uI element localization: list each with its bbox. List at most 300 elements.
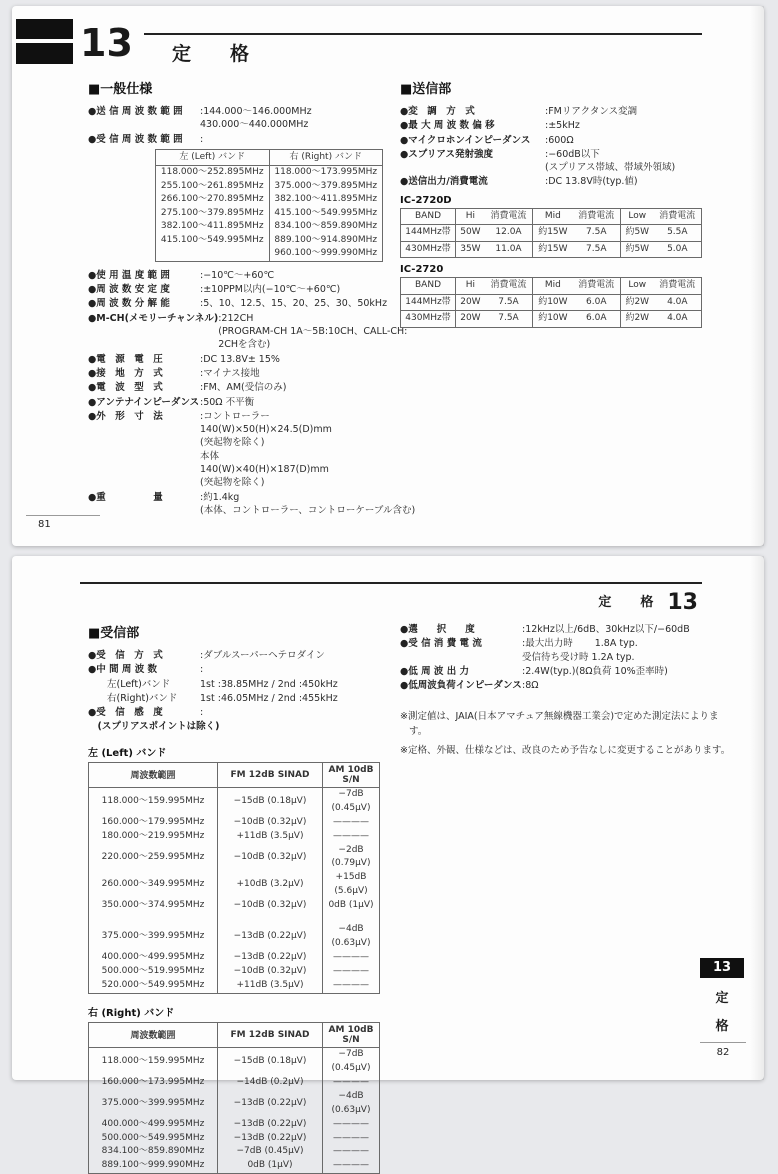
manual-page-81 [12,6,764,546]
table-cell: −13dB (0.22μV) [218,951,323,965]
spec-label: ●M-CH(メモリーチャンネル) [88,312,219,324]
spec-value-line: 430.000〜440.000MHz [200,119,309,131]
column-header: 消費電流 [654,208,702,225]
table-row [89,1159,380,1173]
table-cell: 220.000〜259.995MHz [101,851,205,862]
table-cell: 400.000〜499.995MHz [101,952,205,963]
spec-value-line: 140(W)×40(H)×187(D)mm [200,464,329,476]
column-header: 右 (Right) バンド [269,149,383,166]
spec-item [88,381,400,394]
table-row [89,1145,380,1159]
table-cell: −15dB (0.18μV) [218,1047,323,1075]
spec-value [200,692,400,705]
spec-value-line: 1st :38.85MHz / 2nd :450kHz [200,678,338,690]
table-row [89,951,380,965]
footnote: ※定格、外観、仕様などは、改良のため予告なしに変更することがあります。 [400,744,731,756]
table-cell: 4.0A [654,294,702,311]
table-cell: 約2W [620,294,653,311]
general-spec-list-a [88,105,400,146]
table-cell: 400.000〜499.995MHz [101,1118,205,1129]
spec-value [218,312,407,352]
spec-value [200,410,400,490]
table-row [401,311,702,328]
table-row [401,294,702,311]
spec-value-line: :ダブルスーパーヘテロダイン [200,650,325,661]
table-row [89,923,380,951]
column-header: AM 10dB S/N [323,1022,380,1047]
side-tab-char: 格 [715,1019,729,1034]
left-band-sensitivity-table [88,762,380,994]
spec-item [400,679,734,692]
table-cell: 7.5A [573,241,621,258]
table-cell: 160.000〜179.995MHz [101,816,205,827]
spec-value-line: :FM、AM(受信のみ) [200,382,287,394]
column-header: BAND [401,278,456,295]
table-cell: 180.000〜219.995MHz [101,830,205,841]
table-cell [218,913,323,923]
table-cell: 889.100〜999.990MHz [101,1160,205,1171]
table-cell: +11dB (3.5μV) [218,830,323,844]
spec-value [200,649,400,662]
spec-label: ●重 量 [88,491,163,503]
rx-frequency-range-table [155,149,383,262]
table-cell: −10dB (0.32μV) [218,844,323,872]
spec-value-line: 受信待ち受け時 1.2A typ. [522,651,635,663]
running-header-title: 定 格 [598,595,662,610]
spec-item [400,119,734,132]
receiver-column [88,622,400,1174]
table-cell: −4dB (0.63μV) [323,1090,380,1118]
spec-label: ●電 波 型 式 [88,382,163,394]
spec-value [200,396,400,409]
table-cell: 約10W [533,311,573,328]
spec-value-line: : [200,664,204,676]
spec-item [400,175,734,188]
table-cell [156,247,270,261]
spec-value [545,134,734,147]
table-cell: 11.0A [485,241,533,258]
receiver-spec-list [88,649,400,734]
spec-label: ●低 周 波 出 力 [400,665,470,677]
column-header: Low [620,278,653,295]
chapter-marker-bar [16,19,73,39]
spec-item [88,706,400,719]
page-number: 82 [700,1042,746,1058]
spec-value [200,269,400,282]
table-cell: ———— [323,1076,380,1090]
table-row [401,225,702,242]
spec-item [88,396,400,409]
table-cell: ———— [323,1159,380,1173]
column-header: 消費電流 [573,208,621,225]
spec-value-line: :FMリアクタンス変調 [545,106,638,117]
table-row [89,965,380,979]
spec-value [200,297,400,310]
section-heading-general: ■一般仕様 [88,82,153,97]
table-cell: 5.0A [654,241,702,258]
spec-value-line: :212CH [218,312,254,324]
table-cell: ———— [323,830,380,844]
spec-item [88,312,408,352]
page81-columns [88,78,734,518]
spec-label: ●スプリアス発射強度 [400,148,494,160]
spec-value [545,119,734,132]
column-header: FM 12dB SINAD [218,762,323,787]
running-header [598,590,698,615]
table-cell: 500.000〜519.995MHz [101,966,205,977]
spec-value [219,720,400,733]
running-header-number: 13 [667,590,698,615]
spec-value-line: :2.4W(typ.)(8Ω負荷 10%歪率時) [522,665,668,677]
spec-label: ●変 調 方 式 [400,106,475,117]
table-cell [89,913,218,923]
table-cell: 12.0A [485,225,533,242]
table-cell: +15dB (5.6μV) [323,871,380,899]
table-header-row [89,1022,380,1047]
column-header: BAND [401,208,456,225]
table-cell: −2dB (0.79μV) [323,844,380,872]
spec-label: ●使 用 温 度 範 囲 [88,269,170,281]
table-cell: +11dB (3.5μV) [218,979,323,993]
spec-label: ●低周波負荷インピーダンス [400,680,522,692]
table-cell: 20W [456,311,485,328]
section-heading-receiver: ■受信部 [88,626,140,641]
spec-value [200,367,400,380]
column-header: 左 (Left) バンド [156,149,270,166]
table-cell: −7dB (0.45μV) [323,1047,380,1075]
spec-item [400,148,734,175]
spec-value-line: :DC 13.8V時(typ.値) [545,176,638,188]
table-cell: 430MHz帯 [401,241,456,258]
spec-label: ●中 間 周 波 数 [88,664,158,676]
table-cell: 118.000〜159.995MHz [101,1055,205,1066]
table-cell: −10dB (0.32μV) [218,965,323,979]
column-header: 消費電流 [573,278,621,295]
spec-label: ●周 波 数 安 定 度 [88,284,170,296]
table-row [89,1047,380,1075]
table-header-row [401,208,702,225]
table-cell: 834.100〜859.890MHz [101,1146,205,1157]
chapter-marker-bar [16,43,73,64]
table-cell: 266.100〜270.895MHz [160,194,264,205]
column-header: AM 10dB S/N [323,762,380,787]
spec-value [200,491,415,518]
table-row [156,166,383,180]
spec-value [200,706,400,719]
table-row [89,1090,380,1118]
table-cell: 4.0A [654,311,702,328]
table-cell: 7.5A [485,294,533,311]
table-row [156,193,383,207]
spec-label: ●電 源 電 圧 [88,353,163,365]
table-row [89,844,380,872]
column-header: Low [620,208,653,225]
ic2720-power-table [400,277,702,328]
table-cell: 375.000〜399.995MHz [101,1097,205,1108]
table-cell: 0dB (1μV) [323,899,380,913]
spec-value-line: : [200,133,204,145]
table-cell: 350.000〜374.995MHz [101,900,205,911]
table-row [89,830,380,844]
spec-value [522,665,734,678]
table-cell: 144MHz帯 [401,294,456,311]
table-cell: 520.000〜549.995MHz [101,979,205,990]
spec-value [200,105,400,132]
table-cell [323,913,380,923]
table-cell: 約15W [533,241,573,258]
table-cell: ———— [323,979,380,993]
table-cell: 約5W [620,225,653,242]
chapter-side-tab [700,958,744,1034]
table-row [156,220,383,234]
table-cell: 7.5A [573,225,621,242]
spec-value-line: :144.000〜146.000MHz [200,106,312,117]
spec-item [88,105,400,132]
table-cell: ———— [323,816,380,830]
table-cell: 118.000〜159.995MHz [101,795,205,806]
column-header: 周波数範囲 [89,1022,218,1047]
spec-item [400,665,734,678]
table-row [89,979,380,993]
spec-value-line: :−60dB以下 [545,148,600,160]
spec-value-line: :約1.4kg [200,491,240,503]
spec-value-line: (突起物を除く) [200,477,265,489]
column-header: FM 12dB SINAD [218,1022,323,1047]
spec-label: ●受 信 消 費 電 流 [400,638,482,650]
table-cell: 0dB (1μV) [218,1159,323,1173]
spec-item [88,720,400,733]
spec-item [88,692,400,705]
table-cell: 375.000〜379.895MHz [269,180,383,194]
table-cell: 約5W [620,241,653,258]
column-header: Hi [456,278,485,295]
spec-label: ●送信出力/消費電流 [400,176,488,188]
spec-value-line: (PROGRAM-CH 1A〜5B:10CH、CALL-CH: [218,326,408,338]
table-cell: −10dB (0.32μV) [218,816,323,830]
table-cell: 約10W [533,294,573,311]
table-cell: 6.0A [573,311,621,328]
table-row [156,207,383,221]
spec-label: (スプリアスポイントは除く) [88,721,220,733]
spec-label: ●マイクロホンインピーダンス [400,134,531,146]
transmitter-column [400,78,734,518]
column-header: Mid [533,208,573,225]
table-cell: 約2W [620,311,653,328]
spec-value-line: :12kHz以上/6dB、30kHz以下/−60dB [522,624,690,635]
table-row [89,816,380,830]
right-band-sensitivity-table [88,1022,380,1174]
table-cell: ———— [323,951,380,965]
table-cell: −7dB (0.45μV) [218,1145,323,1159]
column-header: 消費電流 [485,208,533,225]
receiver-spec-list-right [400,623,734,692]
spec-value-line: :50Ω 不平衡 [200,396,255,408]
spec-value [522,637,734,664]
spec-value-line: :−10℃〜+60℃ [200,269,275,281]
table-cell: 6.0A [573,294,621,311]
header-rule [144,33,702,35]
spec-value-line: (本体、コントローラー、コントローケーブル含む) [200,504,416,516]
table-cell: 382.100〜411.895MHz [160,221,264,232]
spec-item [88,353,400,366]
table-header-row [89,762,380,787]
side-tab-number: 13 [700,958,744,978]
table-cell: 118.000〜173.995MHz [269,166,383,180]
table-cell: 160.000〜173.995MHz [101,1076,205,1087]
table-header-row [401,278,702,295]
table-cell: −13dB (0.22μV) [218,1132,323,1146]
table-row [89,1076,380,1090]
chapter-number: 13 [80,21,133,65]
right-band-table-title: 右 (Right) バンド [88,1007,175,1019]
spec-value [200,353,400,366]
spec-label: ●最 大 周 波 数 偏 移 [400,120,495,132]
table-cell: 500.000〜549.995MHz [101,1132,205,1143]
table-row [89,1132,380,1146]
spec-value [200,678,400,691]
table-cell: 144MHz帯 [401,225,456,242]
spec-item [88,133,400,146]
model-label-ic2720: IC-2720 [400,264,444,276]
spec-item [88,269,400,282]
table-cell: 834.100〜859.890MHz [269,220,383,234]
spec-value [545,175,734,188]
table-row [89,787,380,815]
column-header: Hi [456,208,485,225]
footnote: ※測定値は、JAIA(日本アマチュア無線機器工業会)で定めた測定法によります。 [400,711,719,738]
spec-label: 右(Right)バンド [88,692,178,704]
general-spec-list-b [88,269,416,517]
table-cell: 375.000〜399.995MHz [101,931,205,942]
spec-label: ●受 信 感 度 [88,707,163,719]
spec-value-line: 140(W)×50(H)×24.5(D)mm [200,424,332,436]
spec-value-line: :最大出力時 1.8A typ. [522,638,638,650]
spec-value [200,133,400,146]
ic2720d-power-table [400,208,702,259]
spec-value-line: :マイナス接地 [200,367,260,379]
spec-value [522,679,734,692]
spec-item [400,623,734,636]
spec-item [88,410,400,490]
spec-item [88,491,416,518]
table-row [156,180,383,194]
table-cell: −14dB (0.2μV) [218,1076,323,1090]
spec-label: ●送 信 周 波 数 範 囲 [88,106,183,117]
spec-value-line: :±5kHz [545,120,580,132]
spec-value [200,283,400,296]
spec-value [522,623,734,636]
spec-label: ●接 地 方 式 [88,367,163,379]
spec-value-line: (突起物を除く) [200,437,265,449]
spec-label: ●周 波 数 分 解 能 [88,298,170,310]
table-cell: −13dB (0.22μV) [218,923,323,951]
spec-value-line: 1st :46.05MHz / 2nd :455kHz [200,692,338,704]
table-row [401,241,702,258]
table-cell: ———— [323,1132,380,1146]
column-header: 消費電流 [485,278,533,295]
table-cell: 415.100〜549.995MHz [269,207,383,221]
spec-value-line: :DC 13.8V± 15% [200,353,280,365]
spec-value-line: : [200,707,204,719]
table-row [156,247,383,261]
general-spec-column [88,78,416,518]
table-cell: 20W [456,294,485,311]
spec-value-line: :コントローラー [200,410,270,422]
spec-item [88,678,400,691]
table-row [89,871,380,899]
header-rule [80,582,702,584]
table-cell: 255.100〜261.895MHz [160,180,264,191]
table-cell: ———— [323,1145,380,1159]
spec-value-line: :±10PPM以内(−10℃〜+60℃) [200,284,341,296]
column-header: Mid [533,278,573,295]
table-cell: −15dB (0.18μV) [218,787,323,815]
spec-label: ●外 形 寸 法 [88,410,163,422]
spec-item [400,134,734,147]
spec-value-line: :8Ω [522,680,539,692]
table-cell: 118.000〜252.895MHz [160,167,264,178]
spec-label: ●受 信 周 波 数 範 囲 [88,133,183,145]
table-cell: 50W [456,225,485,242]
section-heading-transmitter: ■送信部 [400,82,452,97]
spec-item [400,637,734,664]
spec-label: ●受 信 方 式 [88,650,163,661]
spec-item [400,105,734,118]
spec-item [88,367,400,380]
page82-columns [88,622,734,1174]
table-cell: ———— [323,965,380,979]
table-cell: 415.100〜549.995MHz [160,234,264,245]
table-cell: ———— [323,1118,380,1132]
table-cell: 35W [456,241,485,258]
table-row [89,899,380,913]
page-number: 81 [26,515,100,530]
table-cell: 7.5A [485,311,533,328]
table-cell: 430MHz帯 [401,311,456,328]
spec-value [200,663,400,676]
spec-value-line: :600Ω [545,134,574,146]
receiver-column-right [400,622,734,1174]
spec-value-line: 本体 [200,450,220,462]
spec-item [88,283,400,296]
table-cell: 260.000〜349.995MHz [101,879,205,890]
table-row [89,913,380,923]
table-row [156,234,383,248]
spec-value [545,105,734,118]
spec-label: 左(Left)バンド [88,678,171,690]
spec-value-line: 2CHを含む) [218,339,271,351]
spec-item [88,649,400,662]
spec-label: ●選 択 度 [400,624,475,635]
spec-value-line: (スプリアス帯域、帯域外領域) [545,162,676,174]
manual-page-82 [12,556,764,1171]
table-cell: 960.100〜999.990MHz [269,247,383,261]
table-cell: −13dB (0.22μV) [218,1118,323,1132]
table-cell: 5.5A [654,225,702,242]
spec-item [88,663,400,676]
column-header: 周波数範囲 [89,762,218,787]
table-cell: −13dB (0.22μV) [218,1090,323,1118]
footnotes [400,710,734,758]
spec-label: ●アンテナインピーダンス [88,396,200,408]
table-cell: −7dB (0.45μV) [323,787,380,815]
spec-item [88,297,400,310]
table-header-row [156,149,383,166]
table-cell: 382.100〜411.895MHz [269,193,383,207]
model-label-ic2720d: IC-2720D [400,194,452,206]
spec-value-line: :5、10、12.5、15、20、25、30、50kHz [200,298,388,310]
transmitter-spec-list [400,105,734,189]
